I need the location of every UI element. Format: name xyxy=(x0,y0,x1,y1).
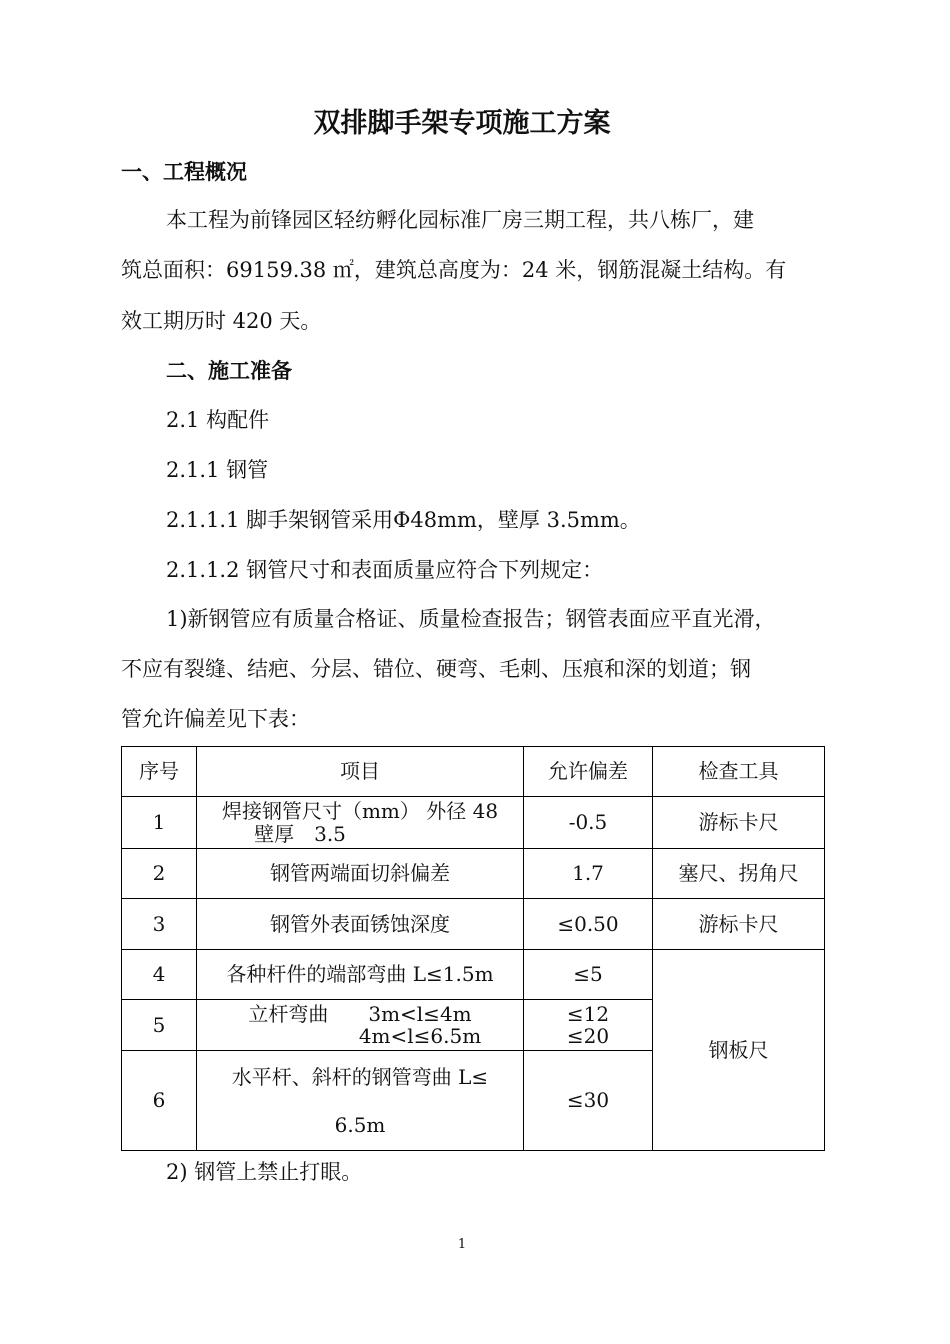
table-row xyxy=(122,950,825,1000)
page-number: 1 xyxy=(457,1237,467,1252)
table-cell-text: 壁厚 3.5 xyxy=(254,821,346,846)
table-header-cell: 检查工具 xyxy=(653,747,825,797)
paragraph-line: 1)新钢管应有质量合格证、质量检查报告；钢管表面应平直光滑， xyxy=(166,607,776,631)
table-cell-text: ≤12 xyxy=(566,1001,610,1026)
table-cell-no: 3 xyxy=(122,899,197,950)
paragraph-line: 本工程为前锋园区轻纺孵化园标准厂房三期工程，共八栋厂，建 xyxy=(166,208,754,232)
table-header-cell: 允许偏差 xyxy=(524,747,653,797)
table-cell-item xyxy=(197,797,524,849)
table-cell-item: 各种杆件的端部弯曲 L≤1.5m xyxy=(197,950,524,1000)
table-row xyxy=(122,849,825,899)
table-cell-text: 焊接钢管尺寸（mm） 外径 48 xyxy=(221,799,499,824)
table-cell-text: 水平杆、斜杆的钢管弯曲 L≤ xyxy=(231,1064,489,1089)
table-cell-text: 立杆弯曲 3m<l≤4m xyxy=(248,1001,472,1026)
table-cell-tool: 塞尺、拐角尺 xyxy=(653,849,825,899)
paragraph-2-1-1-2: 2.1.1.2 钢管尺寸和表面质量应符合下列规定： xyxy=(166,558,604,582)
paragraph-2-1-1-1: 2.1.1.1 脚手架钢管采用Φ48mm，壁厚 3.5mm。 xyxy=(166,508,641,532)
table-cell-no: 1 xyxy=(122,797,197,849)
table-cell-tool: 游标卡尺 xyxy=(653,899,825,950)
table-cell-text: 4m<l≤6.5m xyxy=(358,1024,482,1048)
table-cell-tool-merged: 钢板尺 xyxy=(653,950,825,1151)
section2-heading: 二、施工准备 xyxy=(166,358,292,383)
paragraph-line: 管允许偏差见下表： xyxy=(121,707,310,731)
table-cell-item xyxy=(197,1051,524,1151)
table-cell-deviation: ≤30 xyxy=(524,1051,653,1151)
table-cell-item: 钢管外表面锈蚀深度 xyxy=(197,899,524,950)
table-header-cell: 序号 xyxy=(122,747,197,797)
subheading-2-1-1: 2.1.1 钢管 xyxy=(166,458,269,482)
table-row xyxy=(122,797,825,849)
document-title: 双排脚手架专项施工方案 xyxy=(313,108,611,139)
table-cell-text: ≤20 xyxy=(566,1024,610,1048)
section1-heading: 一、工程概况 xyxy=(121,159,247,184)
table-cell-deviation: ≤5 xyxy=(524,950,653,1000)
paragraph-line: 效工期历时 420 天。 xyxy=(121,309,322,333)
table-row xyxy=(122,899,825,950)
table-cell-deviation: ≤0.50 xyxy=(524,899,653,950)
subheading-2-1: 2.1 构配件 xyxy=(166,408,270,432)
table-header-row xyxy=(122,747,825,797)
paragraph-line: 筑总面积：69159.38 ㎡，建筑总高度为：24 米，钢筋混凝土结构。有 xyxy=(121,258,787,282)
table-cell-deviation: 1.7 xyxy=(524,849,653,899)
table-cell-deviation: -0.5 xyxy=(524,797,653,849)
table-cell-no: 6 xyxy=(122,1051,197,1151)
tolerance-table xyxy=(121,746,825,1151)
table-cell-item xyxy=(197,1000,524,1051)
table-cell-text: 6.5m xyxy=(334,1112,386,1137)
table-cell-no: 2 xyxy=(122,849,197,899)
table-cell-no: 5 xyxy=(122,1000,197,1051)
table-cell-no: 4 xyxy=(122,950,197,1000)
table-cell-tool: 游标卡尺 xyxy=(653,797,825,849)
paragraph-item-2: 2) 钢管上禁止打眼。 xyxy=(166,1160,363,1184)
table-header-cell: 项目 xyxy=(197,747,524,797)
table-cell-deviation xyxy=(524,1000,653,1051)
paragraph-line: 不应有裂缝、结疤、分层、错位、硬弯、毛刺、压痕和深的划道；钢 xyxy=(121,657,751,681)
table-cell-item: 钢管两端面切斜偏差 xyxy=(197,849,524,899)
